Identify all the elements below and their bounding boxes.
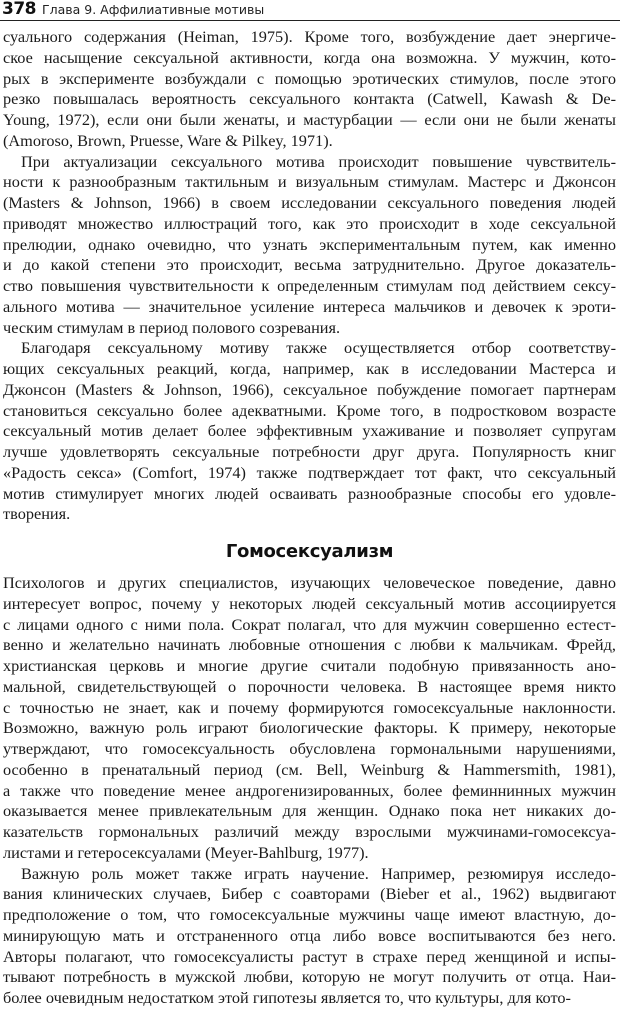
text-line: ности к разнообразным тактильным и визуальным стимулам. Мастерс и Джонсон [3, 172, 616, 192]
text-line: становиться сексуально более адекватными. Кроме того, в подростковом возрасте [3, 400, 616, 420]
page-header [0, 0, 620, 20]
text-line: ального мотива — значительное усиление интереса мальчиков и девочек к эроти- [3, 296, 616, 316]
text-section-bottom [3, 573, 616, 1009]
text-line: а также что поведение менее андрогенизированных, более феминнинных мужчин [3, 780, 616, 800]
text-line: ство повышения чувствительности к определенным стимулам под действием сексу- [3, 276, 616, 295]
text-line: Возможно, важную роль играют биологические факторы. К примеру, некоторые [3, 718, 616, 738]
paragraph [3, 573, 616, 864]
text-line: мальной, свидетельствующей о порочности человека. В настоящее время никто [3, 676, 616, 696]
text-line: сексуальный мотив делает более эффективным ухаживание и позволяет супругам [3, 421, 616, 441]
text-line: минирующую мать и отстраненного отца либо вовсе воспитываются без него. [3, 925, 616, 945]
section-heading: Гомосексуализм [225, 541, 394, 562]
text-line: оказывается менее привлекательным для женщин. Однако пока нет никаких до- [3, 801, 616, 821]
text-line: мотив стимулирует многих людей осваивать разнообразные способы его удовле- [3, 483, 616, 503]
text-line: приводят множество иллюстраций того, как это происходит в ходе сексуальной [3, 213, 616, 233]
text-line: христианская церковь и многие другие считали подобную привязанность ано- [3, 656, 616, 675]
text-line: «Радость секса» (Comfort, 1974) также подтверждает тот факт, что сексуальный [3, 462, 616, 482]
text-line: ское насыщение сексуальной активности, когда она возможна. У мужчин, кото- [3, 47, 616, 67]
text-line: предположение о том, что гомосексуальные мужчины чаще имеют властную, до- [3, 905, 616, 924]
text-line: резко повышалась вероятность сексуального контакта (Catwell, Kawash & De- [3, 89, 616, 109]
text-line: рых в эксперименте возбуждали с помощью эротических стимулов, после этого [3, 68, 616, 88]
text-line: листами и гетеросексуалами (Meyer-Bahlburg, 1977). [3, 842, 369, 862]
text-line: с точностью не знает, как и почему формируются гомосексуальные наклонности. [3, 697, 616, 717]
header-rule [0, 20, 620, 21]
text-line: Психологов и других специалистов, изучающих человеческое поведение, давно [3, 573, 616, 592]
paragraph [3, 152, 616, 339]
text-line: Джонсон (Masters & Johnson, 1966), сексуальное побуждение помогает партнерам [3, 379, 616, 399]
text-line: особенно в пренатальный период (см. Bell, Weinburg & Hammersmith, 1981), [3, 759, 616, 779]
text-line: При актуализации сексуального мотива происходит повышение чувствитель- [21, 151, 616, 171]
text-line: и до какой степени это происходит, весьма затруднительно. Другое доказатель- [3, 255, 616, 275]
text-line: лучше удовлетворять сексуальные потребности друг друга. Популярность книг [3, 442, 616, 461]
paragraph [3, 864, 616, 1009]
text-line: Благодаря сексуальному мотиву также осуществляется отбор соответству- [21, 338, 616, 358]
text-line: прелюдии, однако очевидно, что узнать экспериментальным путем, как именно [3, 234, 616, 254]
text-line: с лицами одного с ними пола. Сократ полагал, что для мужчин совершенно естест- [3, 614, 616, 634]
page-body [3, 27, 616, 1009]
page-number: 378 [2, 0, 36, 19]
text-line: Важную роль может также играть научение. Например, резюмируя исследо- [21, 863, 616, 883]
text-line: венно и желательно начинать любовные отношения с любви к мальчикам. Фрейд, [3, 635, 616, 655]
text-line: более очевидным недостатком этой гипотезы является то, что культуры, для кото- [3, 988, 571, 1007]
text-line: казательств гормональных различий между взрослыми мужчинами-гомосексуа- [3, 822, 616, 841]
paragraph [3, 27, 616, 152]
text-line: утверждают, что гомосексуальность обусловлена гормональными нарушениями, [3, 739, 616, 758]
text-line: вания клинических случаев, Бибер с соавторами (Bieber et al., 1962) выдвигают [3, 884, 616, 904]
text-line: творения. [3, 504, 71, 524]
text-line: тывают потребность в мужской любви, которую не могут получить от отца. Наи- [3, 967, 616, 987]
text-line: ющих сексуальных реакций, когда, например, как в исследовании Мастерса и [3, 359, 616, 378]
paragraph [3, 338, 616, 525]
text-line: (Masters & Johnson, 1966) в своем исследовании сексуального поведения людей [3, 193, 616, 212]
text-line: интересует вопрос, почему у некоторых людей сексуальный мотив ассоциируется [3, 593, 616, 613]
text-line: Авторы полагают, что гомосексуалисты растут в страхе перед женщиной и испы- [3, 946, 616, 966]
running-title: Глава 9. Аффилиативные мотивы [42, 2, 265, 17]
text-line: суального содержания (Heiman, 1975). Кроме того, возбуждение дает энергиче- [3, 27, 616, 46]
text-line: ческим стимулам в период полового созревания. [3, 317, 341, 337]
text-section-top [3, 27, 616, 525]
text-line: (Amoroso, Brown, Pruesse, Ware & Pilkey, 1971). [3, 130, 333, 150]
text-line: Young, 1972), если они были женаты, и мастурбации — если они не были женаты [3, 110, 616, 129]
